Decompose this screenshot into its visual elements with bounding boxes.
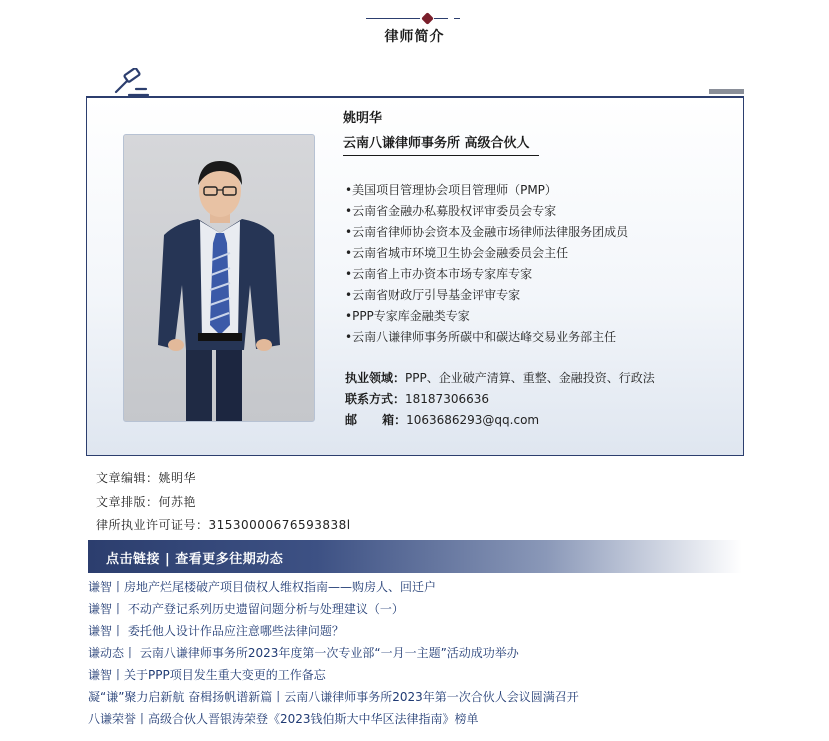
credentials-list	[345, 180, 725, 348]
contact-info	[345, 368, 725, 431]
email-value[interactable]: 1063686293@qq.com	[406, 413, 540, 427]
article-link[interactable]: 谦智丨关于PPP项目发生重大变更的工作备忘	[88, 668, 326, 682]
credential-item: •云南省金融办私募股权评审委员会专家	[345, 204, 557, 218]
credential-item: •美国项目管理协会项目管理师（PMP）	[345, 183, 557, 197]
credential-item: •云南省上市办资本市场专家库专家	[345, 267, 533, 281]
article-link[interactable]: 谦智丨房地产烂尾楼破产项目债权人维权指南——购房人、回迁户	[88, 580, 437, 594]
article-link[interactable]: 谦动态丨 云南八谦律师事务所2023年度第一次专业部“一月一主题”活动成功举办	[88, 646, 519, 660]
practice-area-label: 执业领域：	[345, 371, 406, 385]
article-link[interactable]: 八谦荣誉丨高级合伙人晋银涛荣登《2023钱伯斯大中华区法律指南》榜单	[88, 712, 479, 726]
gavel-icon	[112, 68, 152, 98]
email-label: 邮 箱：	[345, 413, 407, 427]
phone-label: 联系方式：	[345, 392, 406, 406]
article-link[interactable]: 谦智丨 不动产登记系列历史遗留问题分析与处理建议（一）	[88, 602, 404, 616]
article-link[interactable]: 凝“谦”聚力启新航 奋楫扬帆谱新篇丨云南八谦律师事务所2023年第一次合伙人会议圆满召开	[88, 690, 579, 704]
header-divider-right-short	[454, 18, 460, 19]
section-header	[0, 12, 829, 48]
email-row	[345, 410, 725, 431]
lawyer-profile-card	[86, 96, 744, 456]
article-link[interactable]: 谦智丨 委托他人设计作品应注意哪些法律问题？	[88, 624, 344, 638]
credential-item: •云南省财政厅引导基金评审专家	[345, 288, 521, 302]
layout-credit: 文章排版：何苏艳	[96, 494, 197, 509]
past-articles-list	[88, 576, 808, 730]
more-articles-banner[interactable]	[88, 540, 742, 573]
practice-area-row	[345, 368, 725, 389]
phone-value[interactable]: 18187306636	[405, 392, 489, 406]
lawyer-portrait	[123, 134, 315, 422]
article-credits	[96, 467, 351, 538]
license-number: 律所执业许可证号：31530000676593838l	[96, 518, 351, 532]
editor-credit: 文章编辑：姚明华	[96, 471, 197, 485]
lawyer-name: 姚明华	[343, 111, 383, 126]
header-divider-left	[366, 18, 420, 19]
corner-tab	[709, 89, 744, 94]
credential-item: •云南省城市环境卫生协会金融委员会主任	[345, 246, 569, 260]
credential-item: •PPP专家库金融类专家	[345, 309, 470, 323]
section-title: 律师简介	[384, 29, 445, 45]
credential-item: •云南省律师协会资本及金融市场律师法律服务团成员	[345, 225, 629, 239]
diamond-ornament-icon	[421, 12, 434, 25]
credential-item: •云南八谦律师事务所碳中和碳达峰交易业务部主任	[345, 330, 617, 344]
phone-row	[345, 389, 725, 410]
portrait-illustration	[124, 135, 315, 422]
header-divider-right	[434, 18, 448, 19]
lawyer-firm-title: 云南八谦律师事务所 高级合伙人	[343, 132, 539, 156]
banner-label: 点击链接 | 查看更多往期动态	[106, 552, 284, 567]
practice-area-value: PPP、企业破产清算、重整、金融投资、行政法	[405, 371, 655, 385]
